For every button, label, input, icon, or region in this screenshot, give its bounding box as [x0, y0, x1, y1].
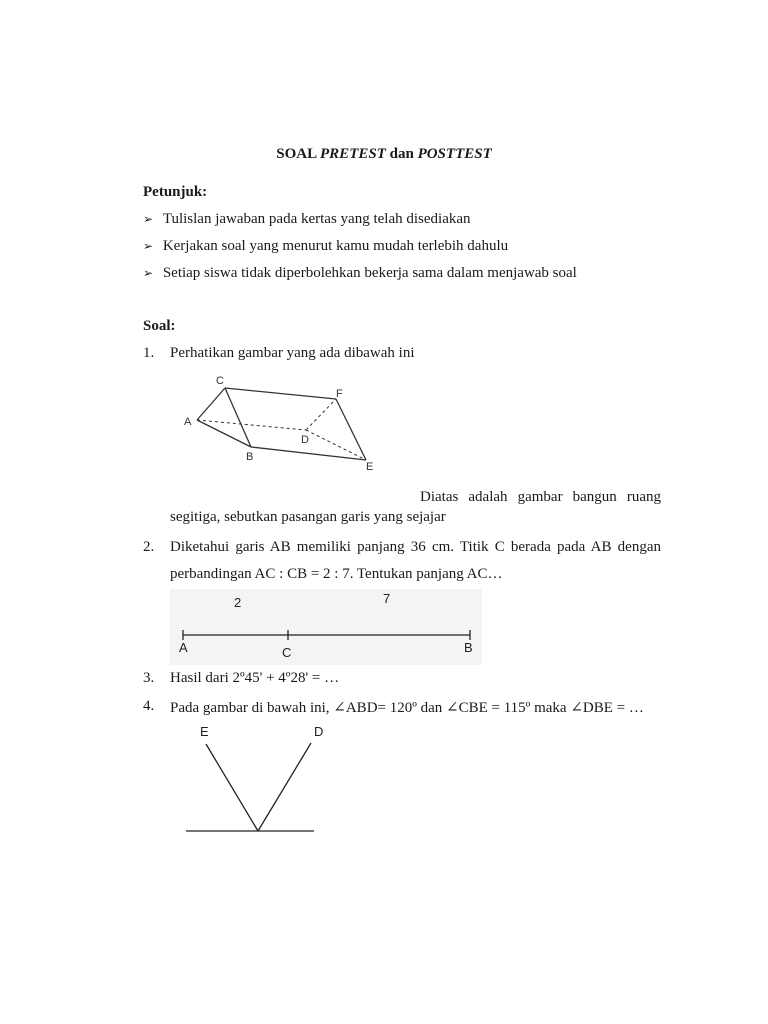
title-dan: dan: [389, 146, 414, 162]
segment-figure: [170, 589, 482, 665]
ratio-label-left: 2: [234, 595, 242, 610]
vertex-label-c: C: [216, 375, 224, 387]
petunjuk-item-text: Tulislan jawaban pada kertas yang telah disediakan: [162, 211, 471, 227]
question-4-text: Pada gambar di bawah ini, ∠ABD= 120º dan ∠CBE = 115º maka ∠DBE = …: [170, 700, 644, 716]
vertex-label-d: D: [301, 434, 309, 446]
question-2-line1: Diketahui garis AB memiliki panjang 36 cm. Titik C berada pada AB dengan: [170, 539, 661, 555]
angle-figure: [182, 720, 322, 840]
point-label-c: C: [282, 645, 292, 660]
bullet-arrow-icon: ➢: [143, 212, 154, 226]
segment-figure-background: [170, 589, 482, 665]
question-3-text: Hasil dari 2º45' + 4º28' = …: [170, 670, 340, 686]
prism-edge-df-hidden: [306, 399, 336, 430]
question-1-caption-line1: Diatas adalah gambar bangun ruang: [420, 489, 661, 505]
prism-edge-cb: [225, 388, 251, 447]
prism-edge-cf: [225, 388, 336, 399]
petunjuk-item-text: Setiap siswa tidak diperbolehkan bekerja sama dalam menjawab soal: [162, 265, 577, 281]
bullet-arrow-icon: ➢: [143, 239, 154, 253]
question-1-text: Perhatikan gambar yang ada dibawah ini: [170, 345, 415, 361]
vertex-label-a: A: [184, 416, 192, 428]
question-2-body: [170, 539, 661, 556]
question-2-number: 2.: [143, 539, 155, 555]
prism-edge-fe: [336, 399, 366, 460]
title-pretest: PRETEST: [320, 146, 386, 162]
question-3-number: 3.: [143, 670, 155, 686]
question-1-number: 1.: [143, 345, 155, 361]
point-label-b: B: [464, 640, 473, 655]
point-label-d: D: [314, 724, 324, 739]
question-2-line2: perbandingan AC : CB = 2 : 7. Tentukan panjang AC…: [170, 566, 503, 582]
prism-figure: [178, 372, 388, 480]
title-prefix: SOAL: [276, 146, 317, 162]
prism-edge-ac: [197, 388, 225, 420]
petunjuk-item-3: [143, 265, 577, 282]
bullet-arrow-icon: ➢: [143, 266, 154, 280]
petunjuk-item-1: [143, 211, 471, 228]
soal-label: Soal:: [143, 318, 176, 334]
point-label-e: E: [200, 724, 209, 739]
title-posttest: POSTTEST: [417, 146, 492, 162]
petunjuk-item-text: Kerjakan soal yang menurut kamu mudah terlebih dahulu: [162, 238, 509, 254]
vertex-label-f: F: [336, 388, 343, 400]
petunjuk-label: Petunjuk:: [143, 184, 208, 200]
question-1-caption-right: [420, 489, 661, 506]
page-title: [0, 146, 768, 163]
prism-edge-be: [251, 447, 366, 460]
ray-bd: [258, 743, 311, 831]
point-label-a: A: [179, 640, 188, 655]
prism-edge-ab: [197, 420, 251, 447]
prism-edge-de-hidden: [306, 430, 366, 460]
vertex-label-e: E: [366, 461, 374, 473]
ratio-label-right: 7: [383, 591, 391, 606]
ray-be: [206, 744, 258, 831]
petunjuk-item-2: [143, 238, 508, 255]
vertex-label-b: B: [246, 451, 254, 463]
question-4-number: 4.: [143, 698, 155, 714]
question-1-caption-line2: segitiga, sebutkan pasangan garis yang sejajar: [170, 509, 446, 525]
